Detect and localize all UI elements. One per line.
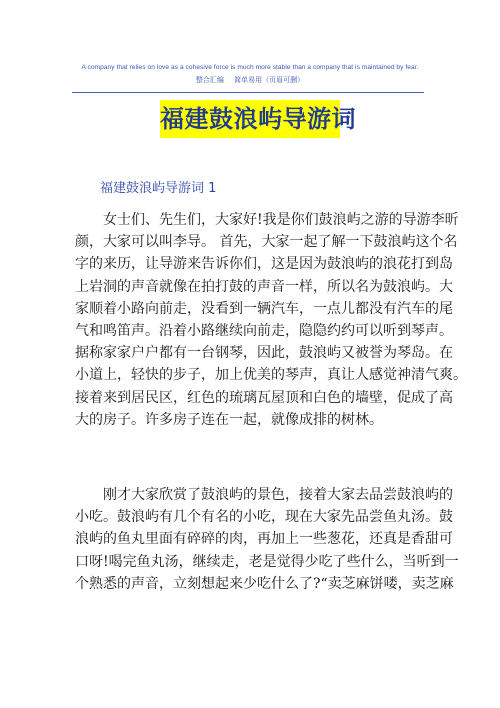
header-tagline: A company that relies on love as a cohesive force is much more stable than a company that is maintained by fear. bbox=[81, 64, 419, 71]
paragraph-line: 女士们、先生们，大家好!我是你们鼓浪屿之游的导游李昕 bbox=[103, 212, 459, 228]
header-divider bbox=[72, 92, 424, 93]
paragraph-line: 据称家家户户都有一台钢琴，因此，鼓浪屿又被誉为琴岛。在 bbox=[75, 345, 453, 362]
paragraph-line: 大的房子。许多房子连在一起，就像成排的树林。 bbox=[75, 411, 383, 428]
paragraph-line: 小吃。鼓浪屿有几个有名的小吃，现在大家先品尝鱼丸汤。鼓 bbox=[75, 509, 453, 526]
paragraph-line: 个熟悉的声音，立刻想起来少吃什么了?“卖芝麻饼喽，卖芝麻 bbox=[75, 575, 454, 592]
paragraph-1 bbox=[75, 209, 467, 431]
paragraph-line: 接着来到居民区，红色的琉璃瓦屋顶和白色的墙壁，促成了高 bbox=[75, 389, 453, 406]
paragraph-line: 口呀!喝完鱼丸汤，继续走，老是觉得少吃了些什么，当听到一 bbox=[75, 553, 459, 570]
section-heading: 福建鼓浪屿导游词 1 bbox=[100, 181, 217, 196]
header-easy-use-label: 简单易用（页眉可删） bbox=[234, 76, 305, 84]
paragraph-line: 字的来历，让导游来告诉你们，这是因为鼓浪屿的浪花打到岛 bbox=[75, 256, 453, 273]
paragraph-line: 刚才大家欣赏了鼓浪屿的景色，接着大家去品尝鼓浪屿的 bbox=[103, 487, 453, 503]
paragraph-line: 小道上，轻快的步子，加上优美的琴声，真让人感觉神清气爽。 bbox=[75, 367, 467, 384]
paragraph-line: 颜，大家可以叫李导。 首先，大家一起了解一下鼓浪屿这个名 bbox=[75, 234, 458, 251]
document-title: 福建鼓浪屿导游词 bbox=[160, 100, 340, 138]
paragraph-line: 家顺着小路向前走，没看到一辆汽车，一点儿都没有汽车的尾 bbox=[75, 300, 453, 317]
paragraph-line: 上岩洞的声音就像在拍打鼓的声音一样，所以名为鼓浪屿。大 bbox=[75, 278, 453, 295]
paragraph-line: 气和鸣笛声。沿着小路继续向前走，隐隐约约可以听到琴声。 bbox=[75, 323, 453, 340]
paragraph-line: 浪屿的鱼丸里面有碎碎的肉，再加上一些葱花，还真是香甜可 bbox=[75, 531, 453, 548]
paragraph-2 bbox=[75, 484, 459, 595]
header-compiled-label: 整合汇编 bbox=[195, 76, 224, 84]
header-subline bbox=[0, 75, 500, 85]
